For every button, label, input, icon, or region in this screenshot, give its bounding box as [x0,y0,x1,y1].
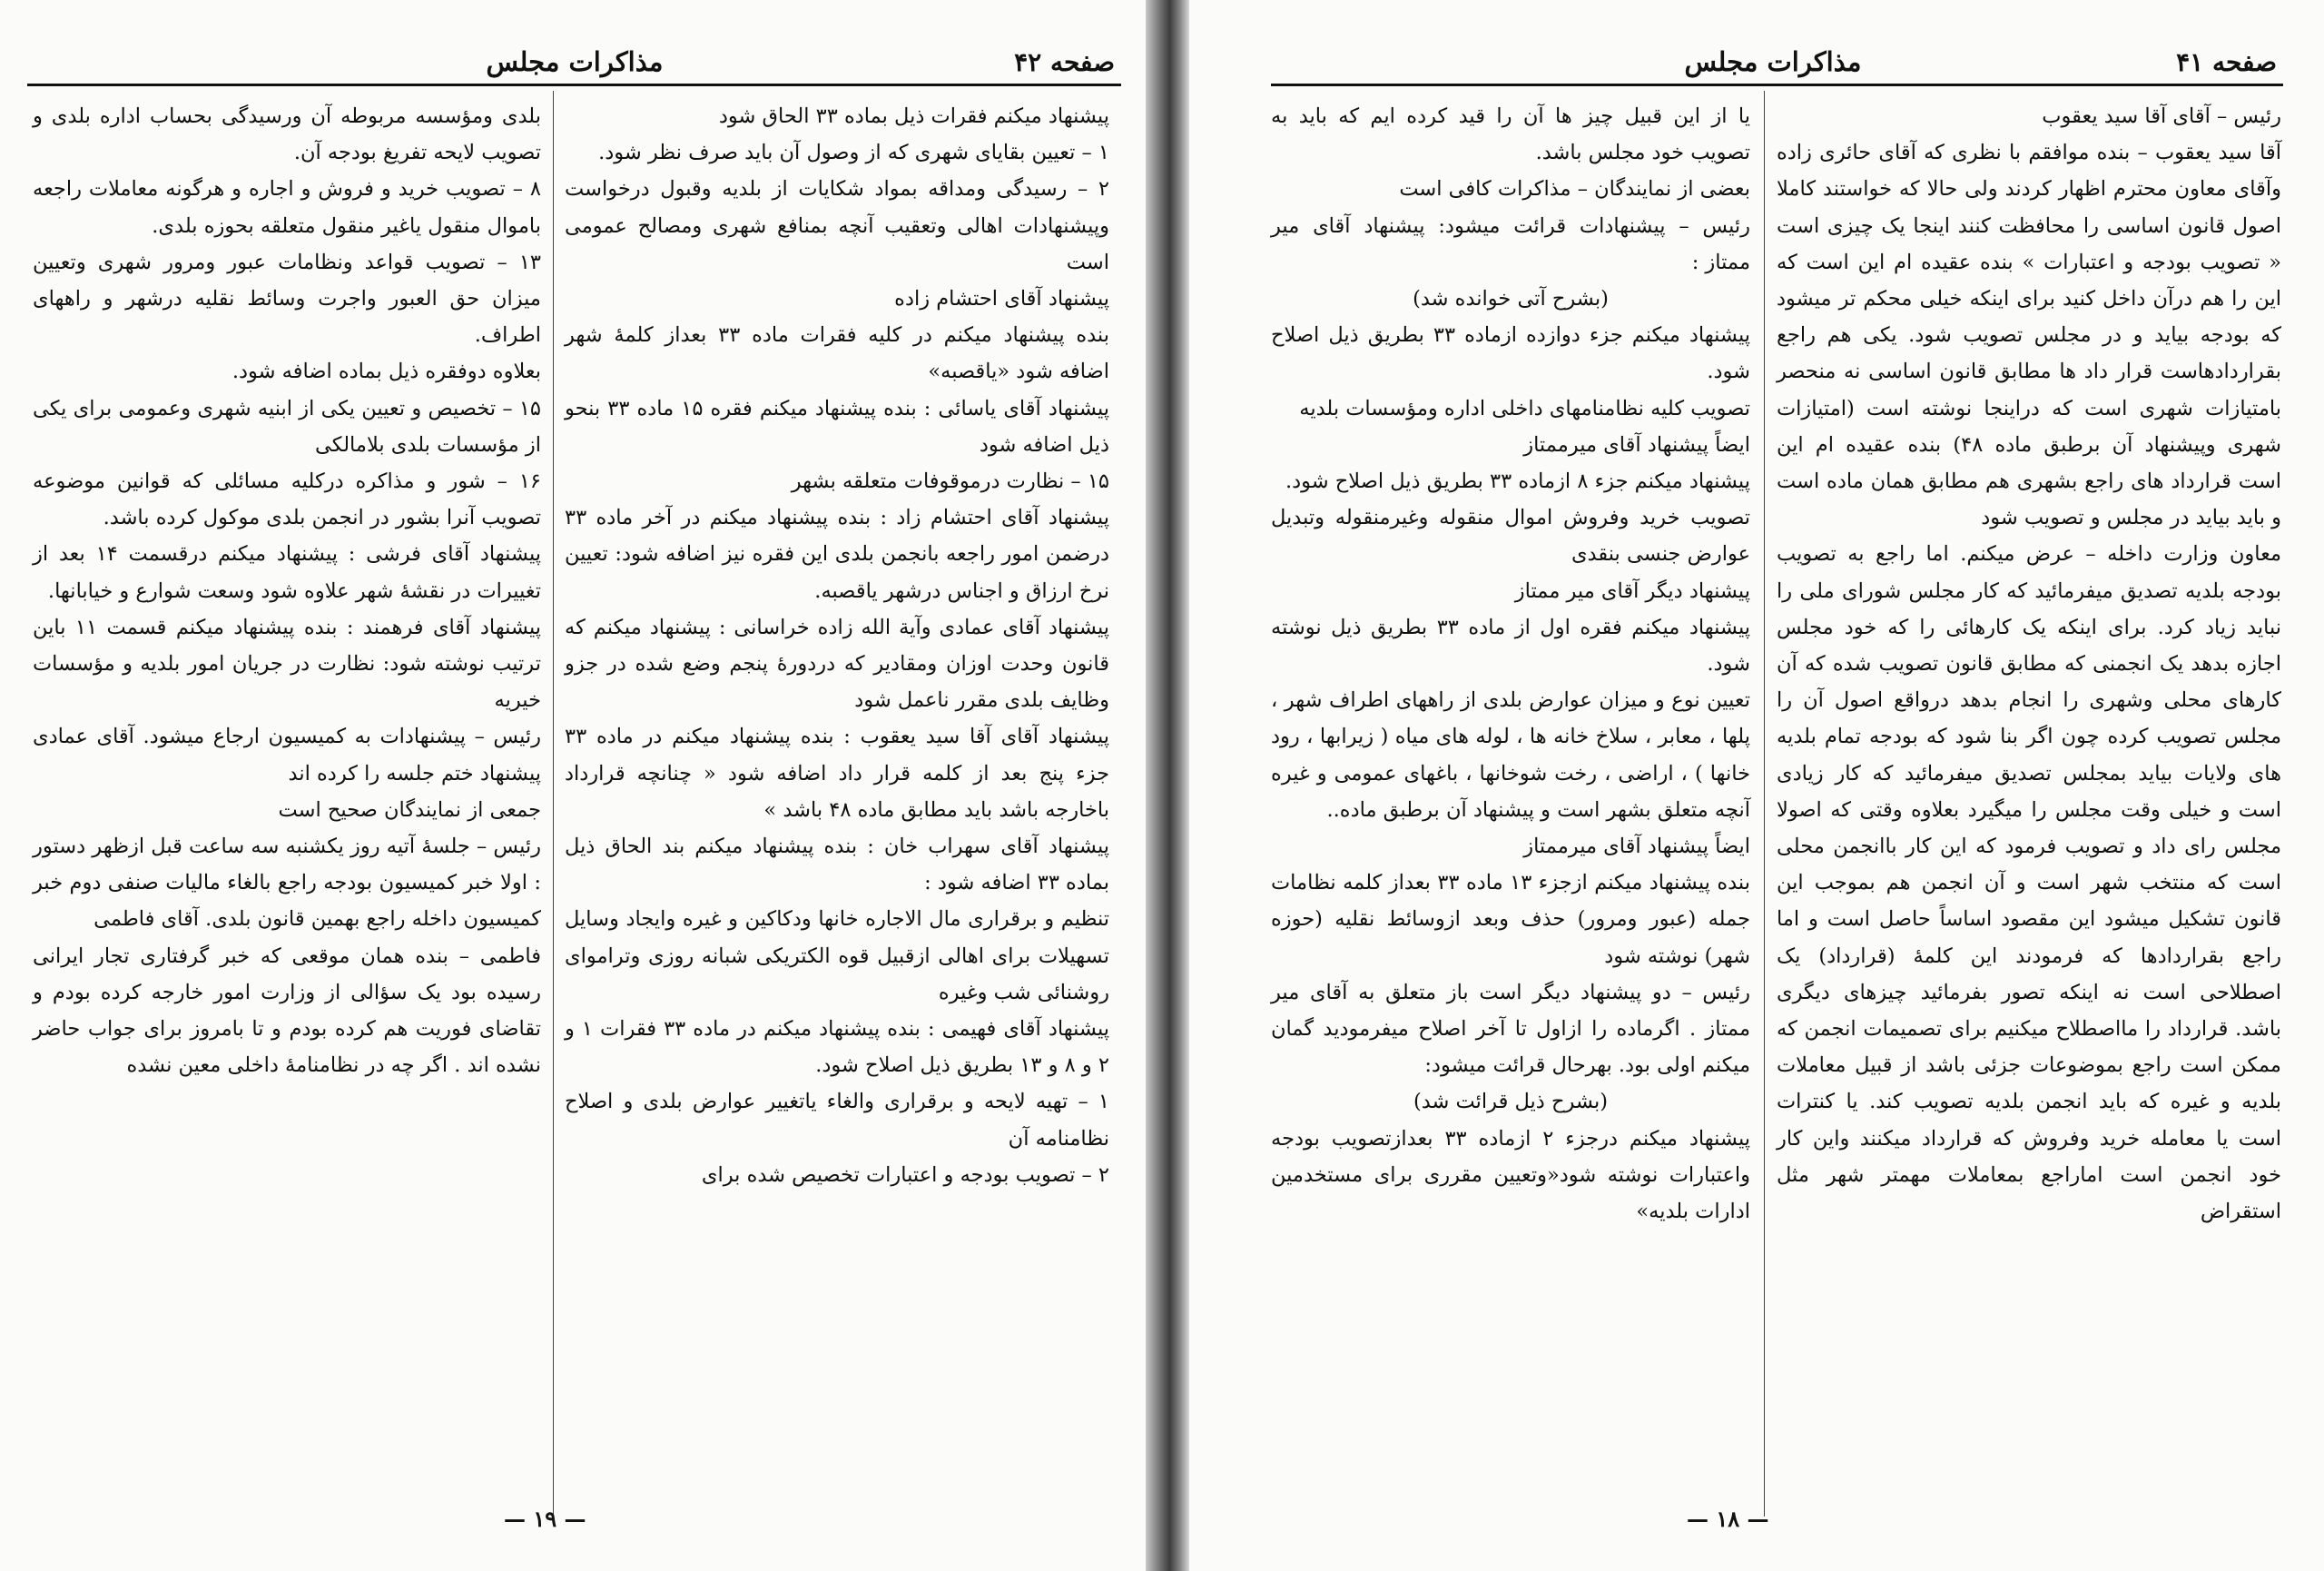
paragraph: رئیس – آقای آقا سید یعقوب [2042,104,2281,128]
paragraph: پیشنهاد آقای فهیمی : بنده پیشنهاد میکنم در ماده ۳۳ فقرات ۱ و ۲ و ۸ و ۱۳ بطریق ذیل اصلاح شود. [565,1017,1109,1078]
paragraph: بنده پیشنهاد میکنم ازجزء ۱۳ ماده ۳۳ بعداز کلمه نظامات جمله (عبور ومرور) حذف وبعد ازوسائط نقلیه (حوزه شهر) نوشته شود [1271,871,1750,968]
book-gutter [1146,0,1189,1571]
paragraph: ۲ – رسیدگی ومداقه بمواد شکایات از بلدیه وقبول درخواست وپیشنهادات اهالی وتعقیب آنچه بمنافع شهری ومصالح عمومی است [565,177,1109,274]
left-column-separator [553,91,554,1517]
paragraph: ۱۵ – تخصیص و تعیین یکی از ابنیه شهری وعمومی برای یکی از مؤسسات بلدی بلامالکی [33,396,541,457]
paragraph: آقا سید یعقوب – بنده موافقم با نظری که آقای حائری زاده وآقای معاون محترم اظهار کردند ولی حالا که خواستند کاملا اصول قانون اساسی را محافظت کنند اینجا یک چیزی است « تصویب بودجه و اعتبارات » بنده عقیده ام این است که این را هم درآن داخل کنید برای اینکه خیلی محکم تر میشود که بودجه بیاید و در مجلس تصویب شود. یکی هم راجع بقراردادهاست قرار داد ها مطابق قانون اساسی نه منحصر بامتیازات شهری است که دراینجا نوشته است (امتیازات شهری وپیشنهاد آن برطبق ماده ۴۸) بنده عقیده ام این است قرارداد های راجع بشهری هم مطابق همان ماده است و باید بیاید در مجلس و تصویب شود [1777,141,2281,530]
right-column-separator [1764,91,1765,1517]
paragraph: پیشنهاد آقای عمادی وآیة الله زاده خراسانی : پیشنهاد میکنم که قانون وحدت اوزان ومقادیر که دردورهٔ پنجم وضع شده در جزو وظایف بلدی مقرر ناعمل شود [565,615,1109,713]
paragraph: بعضی از نمایندگان – مذاکرات کافی است [1399,177,1750,202]
paragraph: تصویب خرید وفروش اموال منقوله وغیرمنقوله وتبدیل عوارض جنسی بنقدی [1271,506,1750,567]
paragraph: ایضاً پیشنهاد آقای میرممتاز [1523,432,1750,457]
paragraph: ۱۳ – تصویب قواعد ونظامات عبور ومرور شهری وتعیین میزان حق العبور واجرت وسائط نقلیه درشهر و راههای اطراف. [33,250,541,348]
paragraph: بنده پیشنهاد میکنم در کلیه فقرات ماده ۳۳ بعداز کلمهٔ شهر اضافه شود «یاقصبه» [565,323,1109,384]
right-page-right-column [1777,98,2281,1230]
paragraph: ۲ – تصویب بودجه و اعتبارات تخصیص شده برای [701,1162,1109,1187]
paragraph: جمعی از نمایندگان صحیح است [278,797,541,822]
paragraph: بلدی ومؤسسه مربوطه آن ورسیدگی بحساب اداره بلدی و تصویب لایحه تفریغ بودجه آن. [33,104,541,165]
paragraph: ۸ – تصویب خرید و فروش و اجاره و هرگونه معاملات راجعه باموال منقول یاغیر منقول متعلقه بحوزه بلدی. [33,177,541,238]
paragraph: ۱۵ – نظارت درموقوفات متعلقه بشهر [791,469,1109,494]
paragraph: پیشنهاد آقای فرشی : پیشنهاد میکنم درقسمت ۱۴ بعد از تغییرات در نقشهٔ شهر علاوه شود وسعت شوارع و خیابانها. [33,542,541,603]
left-header-rule [27,84,1121,86]
paragraph: رئیس – جلسهٔ آتیه روز یکشنبه سه ساعت قبل ازظهر دستور : اولا خبر کمیسیون بودجه راجع بالغاء مالیات صنفی دوم خبر کمیسیون داخله راجع بهمین قانون بلدی. آقای فاطمی [33,835,541,932]
paragraph: فاطمی – بنده همان موقعی که خبر گرفتاری تجار ایرانی رسیده بود یک سؤالی از وزارت امور خارجه کرده بودم و تقاضای فوریت هم کرده بودم و تا بامروز برای جواب حاضر نشده اند . اگر چه در نظامنامهٔ داخلی معین نشده [33,944,541,1078]
paragraph: ۱ – تهیه لایحه و برقراری والغاء یاتغییر عوارض بلدی و اصلاح نظامنامه آن [565,1090,1109,1151]
paragraph: پیشنهاد آقای احتشام زاده [894,287,1109,311]
paragraph: پیشنهاد آقای احتشام زاد : بنده پیشنهاد میکنم در آخر ماده ۳۳ درضمن امور راجعه بانجمن بلدی این فقره نیز اضافه شود: تعیین نرخ ارزاق و اجناس درشهر یاقصبه. [565,506,1109,603]
paragraph: (بشرح آتی خوانده شد) [1413,287,1609,311]
right-page-header [1269,42,2277,82]
paragraph: پیشنهاد میکنم فقرات ذیل بماده ۳۳ الحاق شود [718,104,1109,128]
paragraph: رئیس – پیشنهادات به کمیسیون ارجاع میشود. آقای عمادی پیشنهاد ختم جلسه را کرده اند [33,725,541,786]
left-page-header [34,42,1115,82]
paragraph: پیشنهاد آقای یاسائی : بنده پیشنهاد میکنم فقره ۱۵ ماده ۳۳ بنحو ذیل اضافه شود [565,396,1109,457]
paragraph: ۱۶ – شور و مذاکره درکلیه مسائلی که قوانین موضوعه تصویب آنرا بشور در انجمن بلدی موکول کرده باشد. [33,469,541,530]
right-page-title: مذاکرات مجلس [1684,46,1862,77]
paragraph: پیشنهاد میکنم فقره اول از ماده ۳۳ بطریق ذیل نوشته شود. [1271,615,1750,677]
right-page-number: صفحه ۴۱ [2176,46,2277,77]
paragraph: یا از این قبیل چیز ها آن را قید کرده ایم که باید به تصویب خود مجلس باشد. [1271,104,1750,165]
paragraph: پیشنهاد میکنم جزء ۸ ازماده ۳۳ بطریق ذیل اصلاح شود. [1285,469,1750,494]
paragraph: تنظیم و برقراری مال الاجاره خانها ودکاکین و غیره وایجاد وسایل تسهیلات برای اهالی ازقبیل قوه الکتریکی شبانه روزی وتراموای روشنائی شب وغیره [565,907,1109,1004]
right-page-footer: — ۱۸ — [1687,1506,1769,1532]
left-page-right-column [565,98,1109,1193]
right-page-left-column [1271,98,1750,1230]
paragraph: بعلاوه دوفقره ذیل بماده اضافه شود. [231,360,541,384]
paragraph: پیشنهاد آقای سهراب خان : بنده پیشنهاد میکنم بند الحاق ذیل بماده ۳۳ اضافه شود : [565,835,1109,895]
paragraph: معاون وزارت داخله – عرض میکنم. اما راجع به تصویب بودجه بلدیه تصدیق میفرمائید که کار مجلس شورای ملی را نباید زیاد کرد. برای اینکه یک کارهائی را که خود مجلس اجازه بدهد یک انجمنی که مطابق قانون تصویب شده که آن کارهای محلی وشهری را انجام بدهد درواقع اصول آن را مجلس تصویب کرده چون اگر بنا شود که بودجه تمام بلدیه های ولایات بیاید بمجلس تصدیق میفرمائید که کار زیادی است و خیلی وقت مجلس را میگیرد بعلاوه وقتی که اصولا مجلس رای داد و تصویب فرمود که این کار باانجمن محلی است که منتخب شهر است و آن انجمن هم بموجب این قانون تشکیل میشود این مقصود اساساً حاصل است و اما راجع بقراردادها که فرمودند این کلمهٔ (قرارداد) یک اصطلاحی است نه اینکه تصور بفرمائید چیزهای دیگری باشد. قرارداد را مااصطلاح میکنیم برای تصمیمات انجمن که ممکن است راجع بموضوعات جزئی باشد از قبیل معاملات بلدیه و غیره که باید انجمن بلدیه تصویب کند. یا کنترات است یا معامله خرید وفروش که قرارداد میکنند واین کار خود انجمن است اماراجع بمعاملات مهمتر شهر مثل استقراض [1777,542,2281,1224]
left-page-title: مذاکرات مجلس [486,46,664,77]
paragraph: رئیس – پیشنهادات قرائت میشود: پیشنهاد آقای میر ممتاز : [1271,213,1750,274]
paragraph: پیشنهاد دیگر آقای میر ممتاز [1514,578,1750,603]
left-page-number: صفحه ۴۲ [1014,46,1115,77]
right-header-rule [1271,84,2283,86]
paragraph: تعیین نوع و میزان عوارض بلدی از راههای اطراف شهر ، پلها ، معابر ، سلاخ خانه ها ، لوله های میاه ( زیرابها ، رود خانها ) ، اراضی ، رخت شوخانها ، باغهای عمومی و غیره آنچه متعلق بشهر است و پیشنهاد آن برطبق ماده.. [1271,688,1750,822]
paragraph: ۱ – تعیین بقایای شهری که از وصول آن باید صرف نظر شود. [598,141,1109,165]
paragraph: پیشنهاد آقای فرهمند : بنده پیشنهاد میکنم قسمت ۱۱ باین ترتیب نوشته شود: نظارت در جریان امور بلدیه و مؤسسات خیریه [33,615,541,713]
paragraph: رئیس – دو پیشنهاد دیگر است باز متعلق به آقای میر ممتاز . اگرماده را ازاول تا آخر اصلاح میفرمودید گمان میکنم اولی بود. بهرحال قرائت میشود: [1271,980,1750,1078]
paragraph: پیشنهاد میکنم درجزء ۲ ازماده ۳۳ بعدازتصویب بودجه واعتبارات نوشته شود«وتعیین مقرری برای مستخدمین ادارات بلدیه» [1271,1126,1751,1224]
left-page [0,0,1146,1571]
left-page-footer: — ۱۹ — [504,1506,586,1532]
right-page [1189,0,2324,1571]
paragraph: پیشنهاد میکنم جزء دوازده ازماده ۳۳ بطریق ذیل اصلاح شود. [1271,323,1750,384]
paragraph: ایضاً پیشنهاد آقای میرممتاز [1523,835,1750,859]
paragraph: پیشنهاد آقای آقا سید یعقوب : بنده پیشنهاد میکنم در ماده ۳۳ جزء پنج بعد از کلمه قرار داد اضافه شود « چنانچه قرارداد باخارجه باشد باید مطابق ماده ۴۸ باشد » [565,725,1109,822]
paragraph: (بشرح ذیل قرائت شد) [1413,1090,1609,1114]
paragraph: تصویب کلیه نظامنامهای داخلی اداره ومؤسسات بلدیه [1299,396,1750,420]
left-page-left-column [33,98,541,1083]
